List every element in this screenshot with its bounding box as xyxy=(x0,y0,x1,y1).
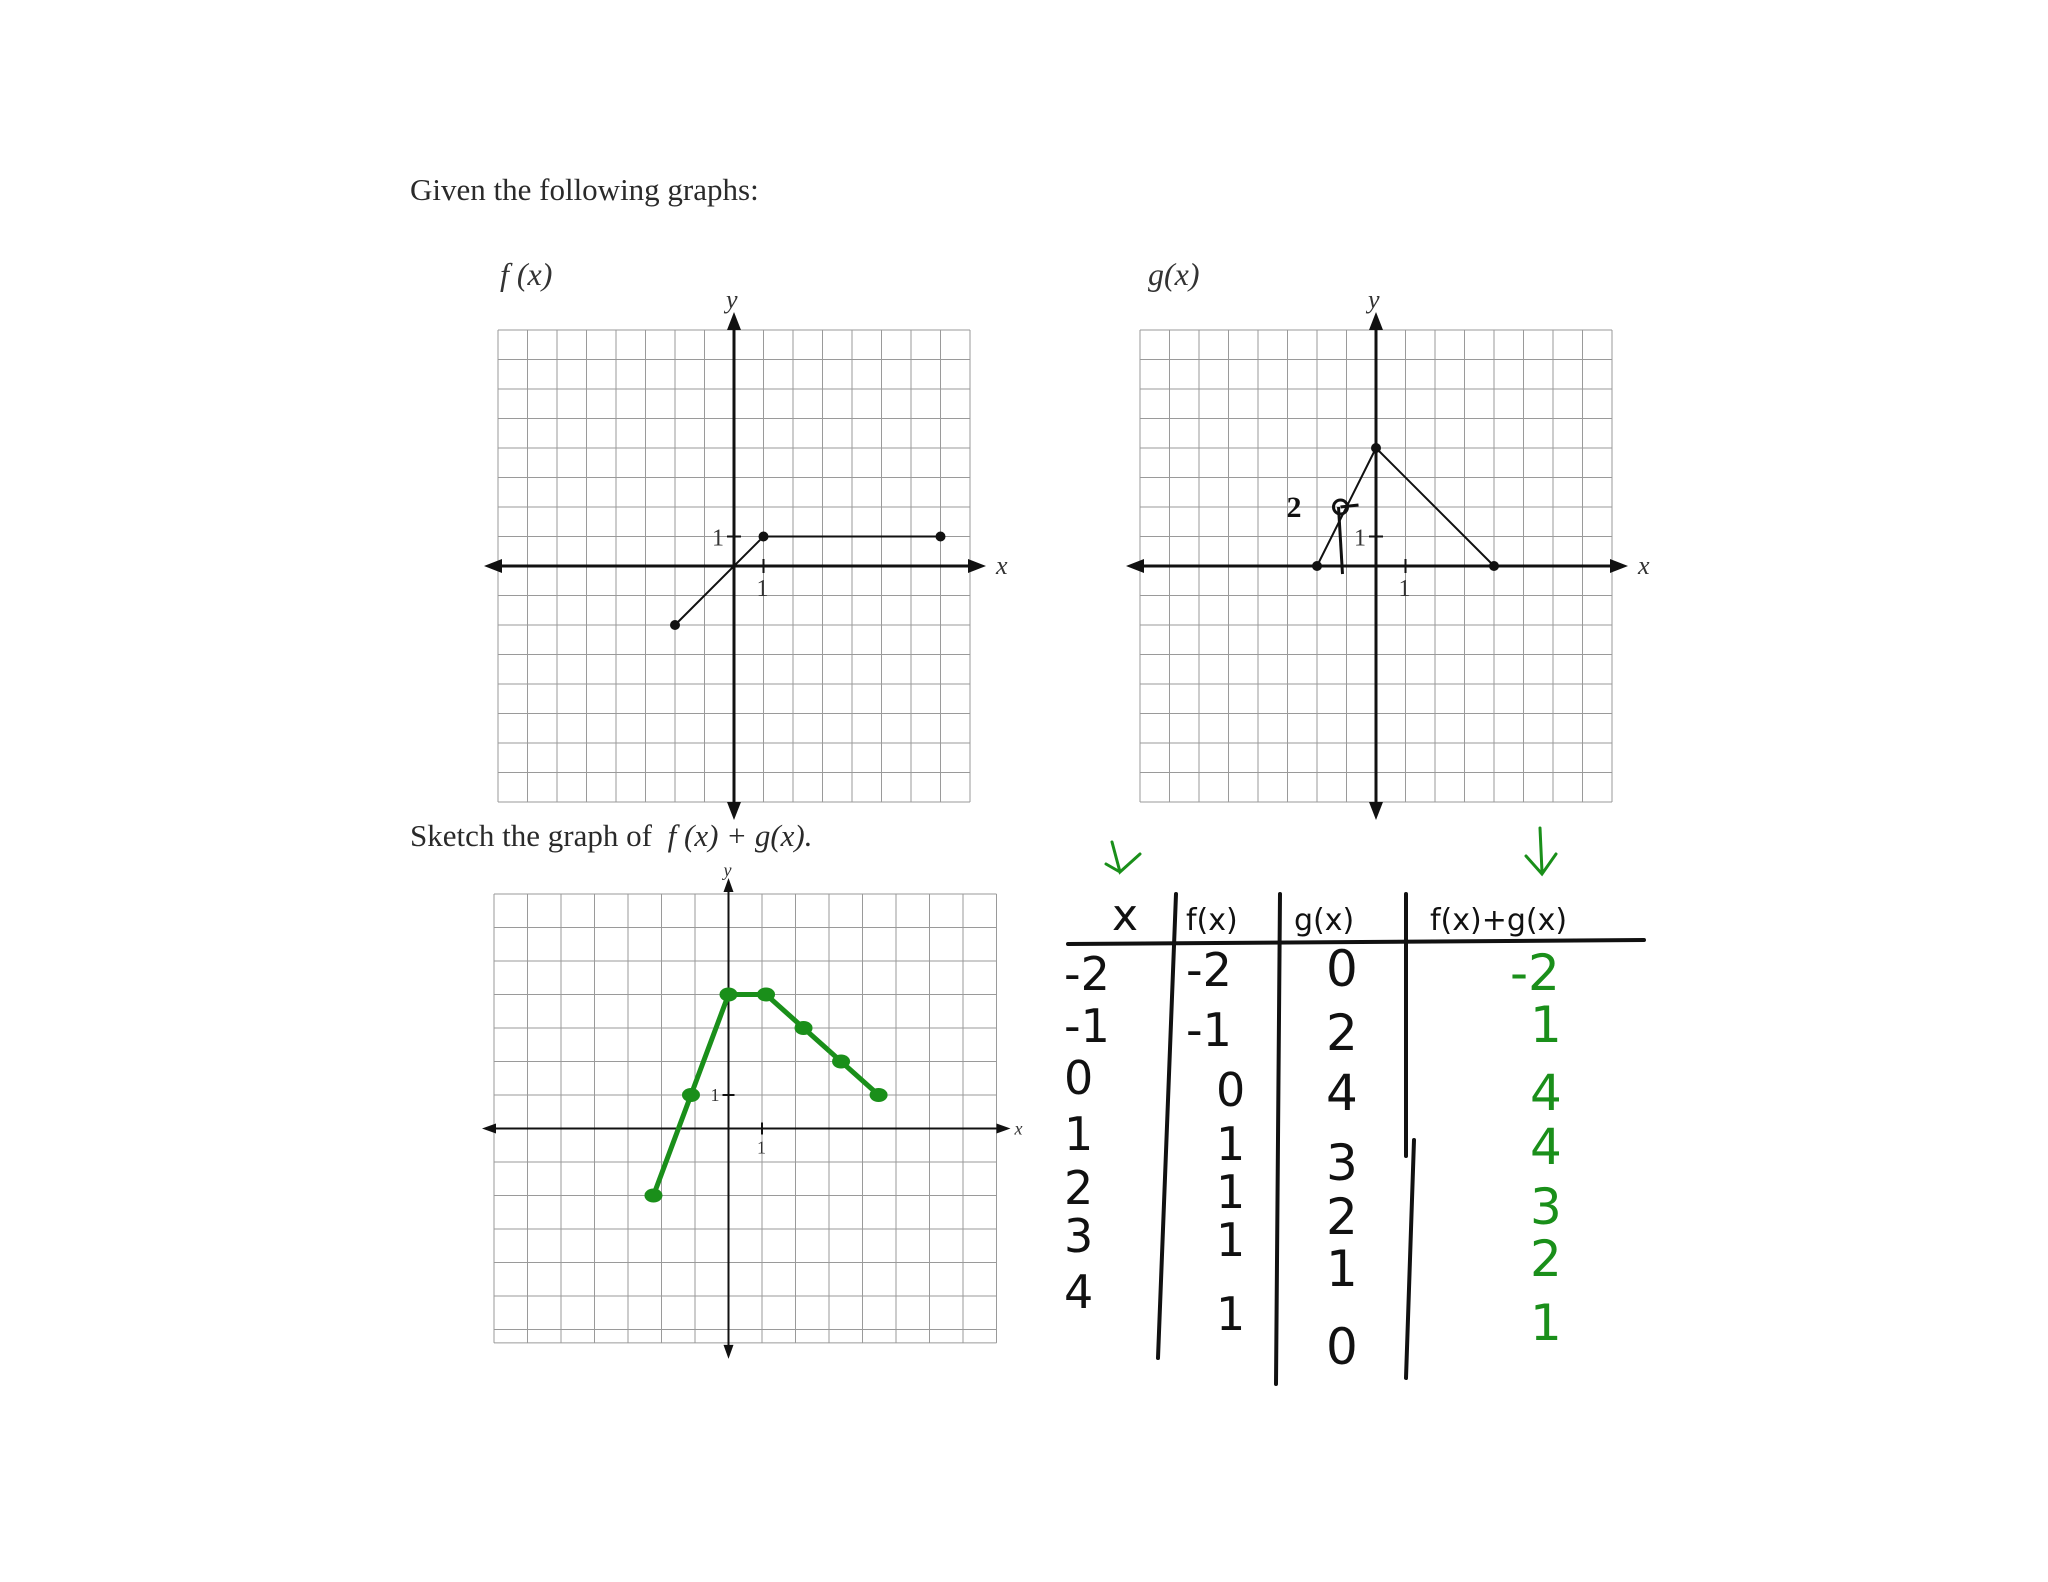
column-divider xyxy=(1406,1140,1414,1378)
table-cell-sum: 4 xyxy=(1530,1118,1562,1176)
table-cell-g: 2 xyxy=(1326,1004,1358,1062)
table-cell-f: 1 xyxy=(1216,1213,1246,1267)
annotation-label: 2 xyxy=(1286,491,1302,524)
sum-point xyxy=(682,1088,700,1102)
x-tick-label: 1 xyxy=(756,576,769,602)
f-point xyxy=(670,620,680,630)
x-axis-label: x xyxy=(996,551,1008,580)
y-tick-label: 1 xyxy=(1354,525,1366,552)
x-tick-label: 1 xyxy=(757,1137,766,1158)
y-axis-label: y xyxy=(1368,285,1380,314)
y-tick-label: 1 xyxy=(710,1085,720,1105)
table-cell-g: 3 xyxy=(1326,1134,1358,1192)
table-cell-sum: -2 xyxy=(1510,944,1560,1002)
table-cell-f: 1 xyxy=(1216,1117,1246,1171)
f-point xyxy=(936,532,946,542)
table-cell-g: 0 xyxy=(1326,1318,1358,1376)
table-cell-x: -1 xyxy=(1064,999,1110,1053)
table-cell-f: -2 xyxy=(1186,943,1232,997)
x-axis-arrow-left xyxy=(484,559,502,573)
y-axis-label: y xyxy=(723,860,732,880)
f-point xyxy=(759,532,769,542)
graph-f xyxy=(480,285,1008,810)
prompt-sketch-expr: f (x) + g(x). xyxy=(667,818,813,853)
x-axis-label: x xyxy=(1638,551,1650,580)
g-point xyxy=(1371,443,1381,453)
x-tick-label: 1 xyxy=(1398,576,1411,602)
y-axis-label: y xyxy=(726,285,738,314)
x-axis-arrow-left xyxy=(1126,559,1144,573)
value-table xyxy=(1040,810,1680,1400)
y-axis-arrow-up xyxy=(727,312,741,330)
prompt-sketch-text: Sketch the graph of xyxy=(410,818,652,853)
sum-point xyxy=(832,1055,850,1069)
table-cell-x: -2 xyxy=(1064,947,1110,1001)
table-cell-sum: 1 xyxy=(1530,996,1562,1054)
table-cell-g: 1 xyxy=(1326,1240,1358,1298)
table-header: f(x) xyxy=(1186,903,1238,938)
column-divider xyxy=(1276,894,1280,1384)
table-cell-f: 0 xyxy=(1216,1063,1246,1117)
table-cell-x: 1 xyxy=(1064,1107,1094,1161)
prompt-given-graphs: Given the following graphs: xyxy=(410,172,759,207)
graph-g xyxy=(1122,285,1650,810)
table-cell-sum: 3 xyxy=(1530,1178,1562,1236)
x-axis-arrow-right xyxy=(968,559,986,573)
table-cell-x: 2 xyxy=(1064,1161,1094,1215)
arrow-sum-marker xyxy=(1526,828,1556,874)
table-header: g(x) xyxy=(1294,903,1355,938)
table-cell-g: 2 xyxy=(1326,1188,1358,1246)
sum-point xyxy=(757,988,775,1002)
y-axis-arrow-up xyxy=(724,878,734,892)
table-cell-g: 0 xyxy=(1326,940,1358,998)
table-header: x xyxy=(1112,890,1139,941)
graph-sum xyxy=(470,860,1030,1358)
graph-f-title: f (x) xyxy=(500,256,553,292)
x-axis-arrow-right xyxy=(1610,559,1628,573)
grid xyxy=(494,894,997,1343)
prompt-sketch xyxy=(410,818,813,854)
sum-point xyxy=(795,1021,813,1035)
table-cell-sum: 2 xyxy=(1530,1230,1562,1288)
g-point xyxy=(1312,561,1322,571)
table-cell-x: 3 xyxy=(1064,1209,1094,1263)
x-axis-arrow-right xyxy=(997,1124,1011,1134)
table-cell-f: 1 xyxy=(1216,1165,1246,1219)
g-point xyxy=(1489,561,1499,571)
table-cell-sum: 1 xyxy=(1530,1294,1562,1352)
table-cell-x: 4 xyxy=(1064,1265,1094,1319)
graph-g-title: g(x) xyxy=(1148,256,1200,292)
table-cell-x: 0 xyxy=(1064,1051,1094,1105)
table-cell-sum: 4 xyxy=(1530,1064,1562,1122)
sum-point xyxy=(720,988,738,1002)
x-axis-arrow-left xyxy=(482,1124,496,1134)
y-tick-label: 1 xyxy=(712,525,724,552)
table-header: f(x)+g(x) xyxy=(1430,903,1568,938)
x-axis-label: x xyxy=(1014,1118,1023,1139)
y-axis-arrow-down xyxy=(724,1345,734,1359)
table-cell-f: 1 xyxy=(1216,1287,1246,1341)
table-cell-f: -1 xyxy=(1186,1003,1232,1057)
arrow-x-marker xyxy=(1106,842,1140,872)
sum-point xyxy=(644,1189,662,1203)
annotation-tick xyxy=(1341,505,1359,507)
column-divider xyxy=(1158,894,1176,1358)
y-axis-arrow-up xyxy=(1369,312,1383,330)
sum-point xyxy=(870,1088,888,1102)
table-cell-g: 4 xyxy=(1326,1064,1358,1122)
